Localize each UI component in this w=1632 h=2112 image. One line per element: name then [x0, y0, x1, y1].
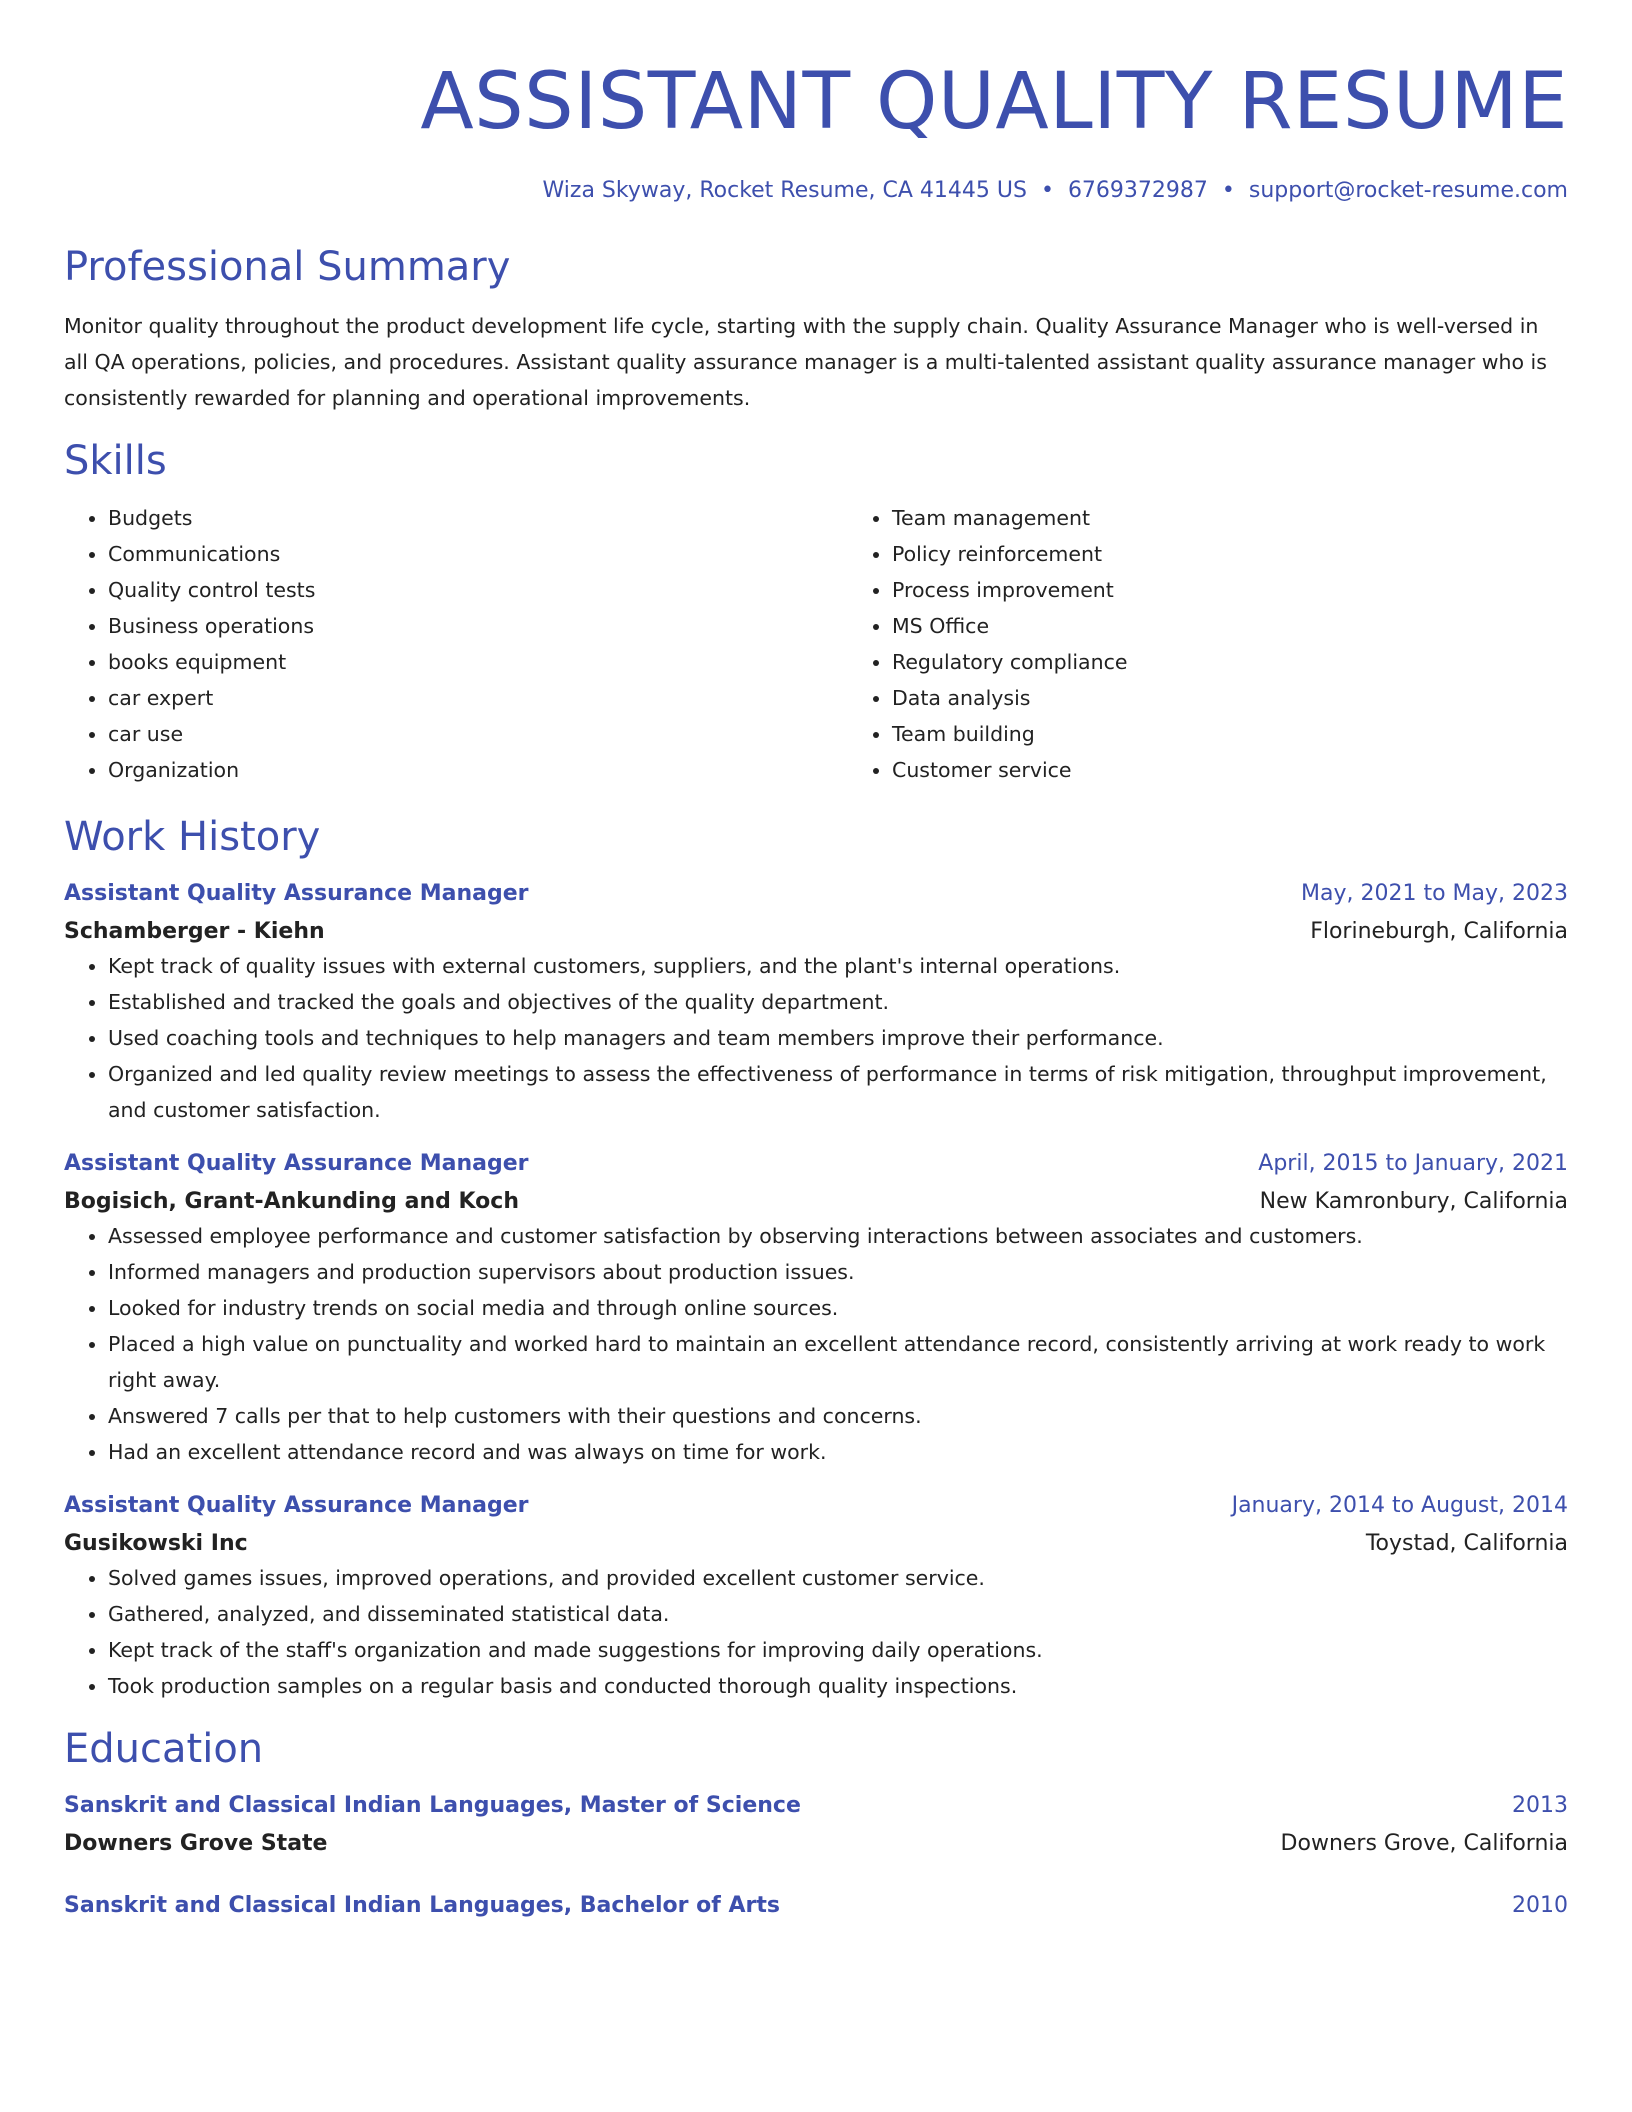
skill-item: • Organization: [108, 752, 848, 788]
contact-separator: •: [1040, 178, 1054, 203]
job-bullet: • Assessed employee performance and customer satisfaction by observing interactions between associates and customers.: [108, 1218, 1568, 1254]
job-employer: Schamberger - Kiehn: [64, 919, 325, 944]
education-degree: Sanskrit and Classical Indian Languages, Master of Science: [64, 1793, 801, 1818]
education-header: [64, 1790, 1568, 1822]
education-school: Downers Grove State: [64, 1831, 328, 1856]
job-bullet: • Organized and led quality review meetings to assess the effectiveness of performance in terms of risk mitigation, throughput improvement, and customer satisfaction.: [108, 1056, 1568, 1128]
contact-phone: 6769372987: [1067, 178, 1208, 203]
job-title: Assistant Quality Assurance Manager: [64, 1493, 529, 1518]
skill-item: • Policy reinforcement: [892, 536, 1632, 572]
skill-item: • car use: [108, 716, 848, 752]
job-bullet: • Solved games issues, improved operations, and provided excellent customer service.: [108, 1560, 1568, 1596]
job-location: Florineburgh, California: [1310, 919, 1568, 944]
job-bullet: • Kept track of the staff's organization and made suggestions for improving daily operations.: [108, 1632, 1568, 1668]
skill-item: • Regulatory compliance: [892, 644, 1632, 680]
job-entry: [64, 878, 1568, 1128]
job-header: [64, 1490, 1568, 1522]
skill-item: • Team management: [892, 500, 1632, 536]
skill-item: • Communications: [108, 536, 848, 572]
job-bullets: [64, 1560, 1568, 1704]
education-entry: [64, 1790, 1568, 1860]
education-degree: Sanskrit and Classical Indian Languages, Bachelor of Arts: [64, 1893, 781, 1918]
resume-header: [64, 0, 1568, 206]
skill-item: • Budgets: [108, 500, 848, 536]
skill-item: • books equipment: [108, 644, 848, 680]
job-subheader: [64, 1528, 1568, 1560]
job-bullets: [64, 1218, 1568, 1470]
job-bullet: • Answered 7 calls per that to help customers with their questions and concerns.: [108, 1398, 1568, 1434]
contact-address: Wiza Skyway, Rocket Resume, CA 41445 US: [542, 178, 1027, 203]
skill-item: • Team building: [892, 716, 1632, 752]
job-bullet: • Kept track of quality issues with external customers, suppliers, and the plant's internal operations.: [108, 948, 1568, 984]
job-location: Toystad, California: [1365, 1531, 1568, 1556]
job-title: Assistant Quality Assurance Manager: [64, 1151, 529, 1176]
skill-item: • Customer service: [892, 752, 1632, 788]
job-header: [64, 878, 1568, 910]
job-bullet: • Looked for industry trends on social media and through online sources.: [108, 1290, 1568, 1326]
resume-title: ASSISTANT QUALITY RESUME: [420, 57, 1568, 147]
job-header: [64, 1148, 1568, 1180]
education-year: 2013: [1512, 1793, 1568, 1818]
job-dates: May, 2021 to May, 2023: [1301, 881, 1568, 906]
job-bullet: • Established and tracked the goals and objectives of the quality department.: [108, 984, 1568, 1020]
contact-line: [64, 176, 1568, 206]
skills-list-left: [64, 500, 848, 788]
contact-email: support@rocket-resume.com: [1248, 178, 1568, 203]
job-bullet: • Placed a high value on punctuality and worked hard to maintain an excellent attendance record, consistently arriving at work ready to work right away.: [108, 1326, 1568, 1398]
job-employer: Bogisich, Grant-Ankunding and Koch: [64, 1189, 519, 1214]
skill-item: • Business operations: [108, 608, 848, 644]
job-bullet: • Informed managers and production supervisors about production issues.: [108, 1254, 1568, 1290]
work-history-heading: Work History: [64, 814, 321, 860]
job-location: New Kamronbury, California: [1259, 1189, 1568, 1214]
skills-section: [64, 436, 1568, 788]
skill-item: • Process improvement: [892, 572, 1632, 608]
job-employer: Gusikowski Inc: [64, 1531, 248, 1556]
job-bullet: • Gathered, analyzed, and disseminated statistical data.: [108, 1596, 1568, 1632]
summary-section: [64, 242, 1568, 416]
education-subheader: [64, 1828, 1568, 1860]
job-subheader: [64, 916, 1568, 948]
job-entry: [64, 1490, 1568, 1704]
job-dates: April, 2015 to January, 2021: [1258, 1151, 1568, 1176]
job-bullet: • Used coaching tools and techniques to help managers and team members improve their performance.: [108, 1020, 1568, 1056]
skills-grid: [64, 500, 1568, 788]
job-subheader: [64, 1186, 1568, 1218]
education-entry: [64, 1890, 1568, 1922]
education-heading: Education: [64, 1726, 264, 1772]
skill-item: • Data analysis: [892, 680, 1632, 716]
job-bullet: • Took production samples on a regular basis and conducted thorough quality inspections.: [108, 1668, 1568, 1704]
education-header: [64, 1890, 1568, 1922]
job-bullets: [64, 948, 1568, 1128]
job-entry: [64, 1148, 1568, 1470]
education-section: [64, 1724, 1568, 1922]
education-year: 2010: [1512, 1893, 1568, 1918]
skill-item: • car expert: [108, 680, 848, 716]
summary-text: Monitor quality throughout the product development life cycle, starting with the supply chain. Quality Assurance Manager who is well-versed in all QA operations, policies, and procedures. Assistant quality assurance manager is a multi-talented assistant quality assurance manager who is consistently rewarded for planning and operational improvements.: [64, 314, 1547, 410]
job-bullet: • Had an excellent attendance record and was always on time for work.: [108, 1434, 1568, 1470]
skill-item: • MS Office: [892, 608, 1632, 644]
job-title: Assistant Quality Assurance Manager: [64, 881, 529, 906]
skills-list-right: [848, 500, 1632, 788]
work-history-section: [64, 812, 1568, 1704]
contact-separator: •: [1221, 178, 1235, 203]
skills-heading: Skills: [64, 438, 167, 484]
skill-item: • Quality control tests: [108, 572, 848, 608]
education-location: Downers Grove, California: [1280, 1831, 1568, 1856]
job-dates: January, 2014 to August, 2014: [1231, 1493, 1568, 1518]
summary-heading: Professional Summary: [64, 244, 511, 290]
